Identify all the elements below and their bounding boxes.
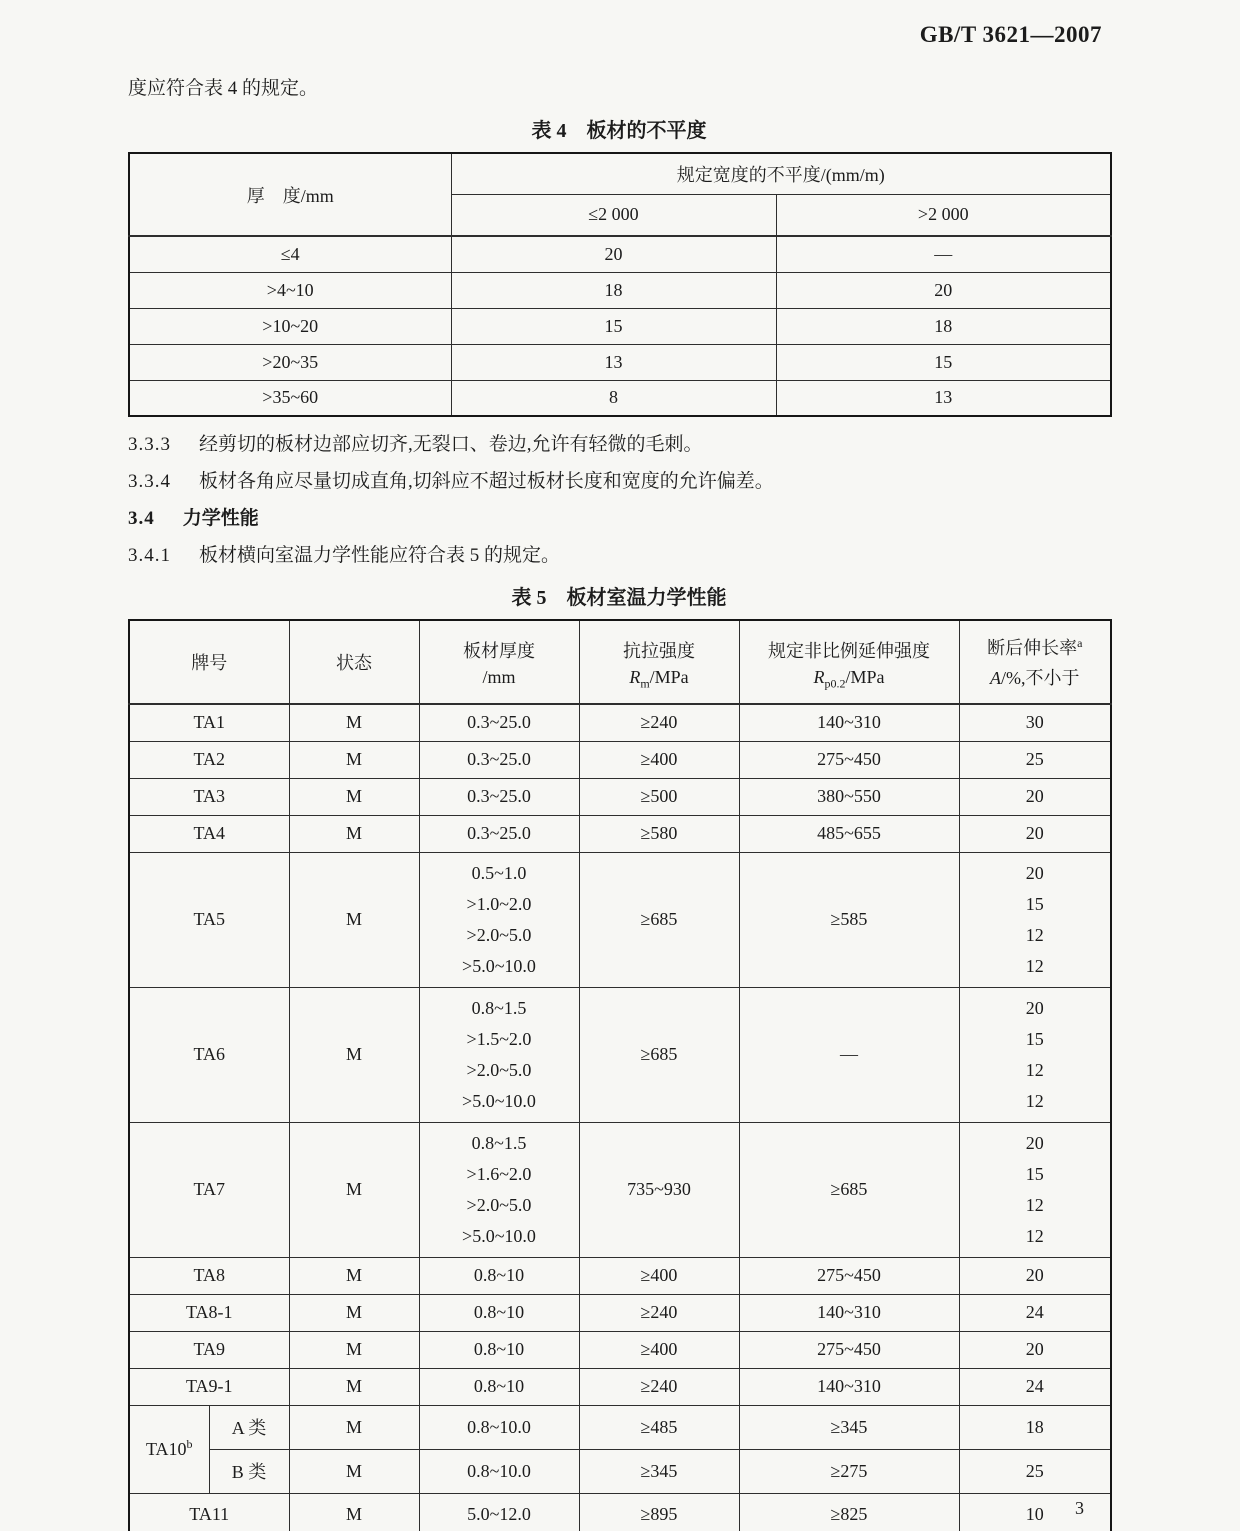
table4-flatness xyxy=(128,152,1112,417)
table-cell: ≥345 xyxy=(579,1449,739,1493)
table-cell: TA8-1 xyxy=(129,1294,289,1331)
col-flatness-group: 规定宽度的不平度/(mm/m) xyxy=(451,153,1111,194)
table-row xyxy=(129,741,1111,778)
clause-text: 板材各角应尽量切成直角,切斜应不超过板材长度和宽度的允许偏差。 xyxy=(199,471,774,492)
intro-text: 度应符合表 4 的规定。 xyxy=(128,78,319,99)
table-cell: TA4 xyxy=(129,815,289,852)
table-cell: M xyxy=(289,815,419,852)
table-cell: M xyxy=(289,1294,419,1331)
table-cell: A 类 xyxy=(209,1405,289,1449)
clause-3-3-4 xyxy=(128,469,1110,495)
table-cell: TA5 xyxy=(129,852,289,987)
table-cell: 20 xyxy=(959,778,1111,815)
table-cell: 20 xyxy=(776,272,1111,308)
table-cell: 25 xyxy=(959,1449,1111,1493)
table-cell: TA2 xyxy=(129,741,289,778)
table-cell: M xyxy=(289,1405,419,1449)
table-cell: 13 xyxy=(451,344,776,380)
clause-3-3-3 xyxy=(128,432,1110,458)
table-cell: M xyxy=(289,852,419,987)
table-cell: 15 xyxy=(451,308,776,344)
table4-body xyxy=(129,236,1111,416)
table-cell: ≥240 xyxy=(579,704,739,741)
table-cell: M xyxy=(289,987,419,1122)
table-cell: ≥500 xyxy=(579,778,739,815)
table-row xyxy=(129,236,1111,272)
table-cell: 25 xyxy=(959,741,1111,778)
clause-text: 力学性能 xyxy=(182,508,259,529)
table-cell: 0.8~10 xyxy=(419,1257,579,1294)
table-cell: TA9-1 xyxy=(129,1368,289,1405)
table-cell: 0.3~25.0 xyxy=(419,704,579,741)
clause-number: 3.4 xyxy=(128,508,155,529)
table5-header-row xyxy=(129,620,1111,704)
table-cell: M xyxy=(289,704,419,741)
table-cell: 20 xyxy=(451,236,776,272)
clause-list xyxy=(128,432,1110,569)
table-row xyxy=(129,1405,1111,1449)
table-cell: 15 xyxy=(776,344,1111,380)
table-row xyxy=(129,1331,1111,1368)
col-width-le-2000: ≤2 000 xyxy=(451,194,776,236)
table-cell: 8 xyxy=(451,380,776,416)
table-cell: M xyxy=(289,1449,419,1493)
table-row xyxy=(129,1294,1111,1331)
table-cell: 0.8~10 xyxy=(419,1294,579,1331)
table-row xyxy=(129,1449,1111,1493)
standard-number: GB/T 3621—2007 xyxy=(919,22,1102,47)
col-width-gt-2000: >2 000 xyxy=(776,194,1111,236)
table-cell: TA8 xyxy=(129,1257,289,1294)
table-cell: 30 xyxy=(959,704,1111,741)
table-cell: TA1 xyxy=(129,704,289,741)
table-row xyxy=(129,1122,1111,1257)
table-cell: ≥400 xyxy=(579,1257,739,1294)
clause-text: 经剪切的板材边部应切齐,无裂口、卷边,允许有轻微的毛刺。 xyxy=(199,434,703,455)
table-cell: ≤4 xyxy=(129,236,451,272)
table-cell: ≥685 xyxy=(739,1122,959,1257)
col-grade: 牌号 xyxy=(129,620,289,704)
table-cell: ≥895 xyxy=(579,1493,739,1531)
table-cell: 0.8~1.5 >1.6~2.0 >2.0~5.0 >5.0~10.0 xyxy=(419,1122,579,1257)
table-cell: 275~450 xyxy=(739,1257,959,1294)
page-content xyxy=(128,0,1110,1531)
table-cell: M xyxy=(289,1368,419,1405)
table5-title: 表 5 板材室温力学性能 xyxy=(511,587,727,609)
clause-number: 3.3.3 xyxy=(128,434,171,455)
table-row xyxy=(129,1368,1111,1405)
table-cell: >35~60 xyxy=(129,380,451,416)
table-row xyxy=(129,344,1111,380)
table-cell: 0.8~10.0 xyxy=(419,1449,579,1493)
clause-number: 3.3.4 xyxy=(128,471,171,492)
table-row xyxy=(129,852,1111,987)
table-cell: ≥585 xyxy=(739,852,959,987)
table-cell: 20 xyxy=(959,1331,1111,1368)
table-cell: ≥400 xyxy=(579,1331,739,1368)
table-cell: ≥240 xyxy=(579,1368,739,1405)
col-elongation: 断后伸长率$^a$ A/%,不小于 xyxy=(959,620,1111,704)
table-cell: 5.0~12.0 xyxy=(419,1493,579,1531)
table-cell: ≥400 xyxy=(579,741,739,778)
table-cell: TA6 xyxy=(129,987,289,1122)
table-cell: M xyxy=(289,1122,419,1257)
clause-3-4 xyxy=(128,506,1110,532)
table-cell: 735~930 xyxy=(579,1122,739,1257)
clause-number: 3.4.1 xyxy=(128,545,171,566)
table-cell: ≥345 xyxy=(739,1405,959,1449)
table-cell: 24 xyxy=(959,1294,1111,1331)
table-cell: 140~310 xyxy=(739,1368,959,1405)
col-proof-strength: 规定非比例延伸强度 $R_{p0.2}$/MPa xyxy=(739,620,959,704)
table-cell: 18 xyxy=(451,272,776,308)
table-cell: 20 15 12 12 xyxy=(959,987,1111,1122)
table-cell: ≥240 xyxy=(579,1294,739,1331)
table-cell: 20 15 12 12 xyxy=(959,1122,1111,1257)
table-cell: 275~450 xyxy=(739,1331,959,1368)
table-cell: ≥685 xyxy=(579,987,739,1122)
table-row xyxy=(129,704,1111,741)
table-cell: 24 xyxy=(959,1368,1111,1405)
table-row xyxy=(129,815,1111,852)
clause-text: 板材横向室温力学性能应符合表 5 的规定。 xyxy=(199,545,561,566)
table-cell: 0.8~10 xyxy=(419,1331,579,1368)
table-cell: ≥485 xyxy=(579,1405,739,1449)
page-number: 3 xyxy=(1075,1498,1084,1518)
table5-mechanical-properties xyxy=(128,619,1112,1531)
table-cell: M xyxy=(289,778,419,815)
table-cell: 485~655 xyxy=(739,815,959,852)
table-cell: 10 xyxy=(959,1493,1111,1531)
table-cell: ≥825 xyxy=(739,1493,959,1531)
table-row xyxy=(129,1493,1111,1531)
table-cell: 0.3~25.0 xyxy=(419,741,579,778)
col-tensile-strength: 抗拉强度 $R_m$/MPa xyxy=(579,620,739,704)
table-cell: 18 xyxy=(959,1405,1111,1449)
table-row xyxy=(129,308,1111,344)
table-cell: — xyxy=(739,987,959,1122)
table-row xyxy=(129,380,1111,416)
table-cell: TA3 xyxy=(129,778,289,815)
table-cell: 20 15 12 12 xyxy=(959,852,1111,987)
table4-header-row-1 xyxy=(129,153,1111,194)
table-cell: M xyxy=(289,1493,419,1531)
table-cell: TA10$^b$ xyxy=(129,1405,209,1493)
table-cell: M xyxy=(289,741,419,778)
table-cell: >20~35 xyxy=(129,344,451,380)
table-cell: 0.3~25.0 xyxy=(419,778,579,815)
col-thickness: 厚 度/mm xyxy=(129,153,451,236)
col-state: 状态 xyxy=(289,620,419,704)
table-cell: B 类 xyxy=(209,1449,289,1493)
table-row xyxy=(129,272,1111,308)
table-row xyxy=(129,778,1111,815)
table-cell: 140~310 xyxy=(739,1294,959,1331)
table4-title: 表 4 板材的不平度 xyxy=(531,120,707,142)
clause-3-4-1 xyxy=(128,543,1110,569)
table-cell: TA7 xyxy=(129,1122,289,1257)
table-cell: >10~20 xyxy=(129,308,451,344)
table-cell: M xyxy=(289,1331,419,1368)
table-cell: 0.3~25.0 xyxy=(419,815,579,852)
table-cell: >4~10 xyxy=(129,272,451,308)
table-cell: 18 xyxy=(776,308,1111,344)
table-cell: 275~450 xyxy=(739,741,959,778)
table-cell: TA9 xyxy=(129,1331,289,1368)
table-cell: M xyxy=(289,1257,419,1294)
table-cell: 20 xyxy=(959,815,1111,852)
table-cell: TA11 xyxy=(129,1493,289,1531)
table-cell: 13 xyxy=(776,380,1111,416)
table-cell: 20 xyxy=(959,1257,1111,1294)
table-row xyxy=(129,1257,1111,1294)
table-row xyxy=(129,987,1111,1122)
table-cell: — xyxy=(776,236,1111,272)
table-cell: ≥580 xyxy=(579,815,739,852)
col-thickness: 板材厚度 /mm xyxy=(419,620,579,704)
table-cell: 0.5~1.0 >1.0~2.0 >2.0~5.0 >5.0~10.0 xyxy=(419,852,579,987)
table-cell: ≥685 xyxy=(579,852,739,987)
table-cell: 0.8~1.5 >1.5~2.0 >2.0~5.0 >5.0~10.0 xyxy=(419,987,579,1122)
table5-body xyxy=(129,704,1111,1531)
table-cell: 0.8~10 xyxy=(419,1368,579,1405)
table-cell: 0.8~10.0 xyxy=(419,1405,579,1449)
table-cell: 140~310 xyxy=(739,704,959,741)
table-cell: 380~550 xyxy=(739,778,959,815)
table-cell: ≥275 xyxy=(739,1449,959,1493)
